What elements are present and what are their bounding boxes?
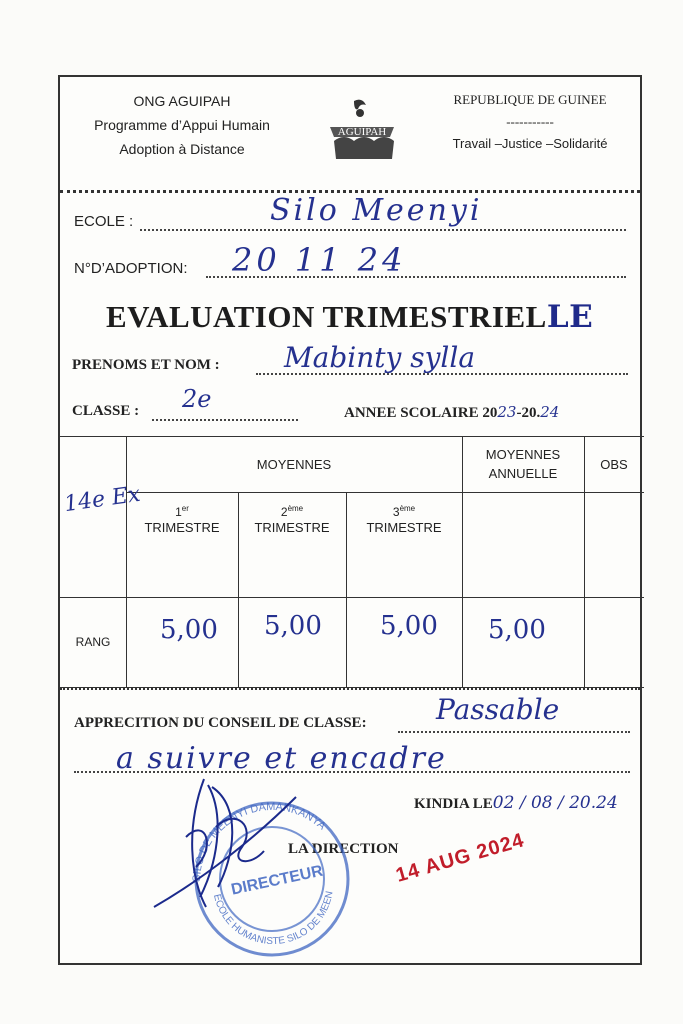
- t1-sup: er: [181, 504, 189, 513]
- prenoms-label: PRENOMS ET NOM :: [72, 357, 220, 373]
- trimestre-1-header: [126, 501, 238, 536]
- table-vline: [584, 436, 585, 688]
- organization-block: [60, 89, 304, 161]
- t2-number: 2: [280, 505, 288, 519]
- annee-scolaire: [344, 403, 559, 422]
- rang-value-annual: 5,00: [488, 615, 546, 645]
- adoption-label: N°D’ADOPTION:: [74, 260, 188, 277]
- republic-block: [420, 89, 640, 155]
- ecole-label: ECOLE :: [74, 213, 134, 230]
- appreciation-value: Passable: [436, 693, 560, 726]
- table-hline: [126, 492, 644, 493]
- title-main: EVALUATION TRIMESTRIEL: [106, 299, 547, 334]
- republic-separator: -----------: [506, 114, 554, 129]
- appreciation-dotline: [398, 731, 630, 733]
- ecole-dotline: [140, 229, 626, 231]
- moyennes-annuelle-header: [462, 445, 584, 483]
- t2-sup: ème: [287, 504, 304, 513]
- t1-label: TRIMESTRE: [144, 520, 220, 535]
- title-handwritten-suffix: LE: [546, 299, 594, 335]
- date-value: 02 / 08 / 20.24: [492, 793, 618, 813]
- rang-value-t3: 5,00: [380, 611, 438, 641]
- director-signature: [146, 767, 316, 927]
- adoption-value: 20 11 24: [232, 241, 407, 279]
- rang-value-t2: 5,00: [264, 611, 322, 641]
- moyennes-header: MOYENNES: [256, 457, 332, 472]
- org-name: ONG AGUIPAH: [133, 93, 231, 109]
- table-hline: [60, 597, 644, 598]
- appreciation-line2: a suivre et encadre: [116, 741, 447, 776]
- svg-text:ECOLE HUMANISTE SILO DE MEENYI: ECOLE HUMANISTE SILO DE MEEN: [210, 890, 336, 948]
- obs-header: OBS: [600, 457, 628, 472]
- table-divider: [60, 688, 640, 690]
- trimestre-3-header: [346, 501, 462, 536]
- classe-dotline: [152, 419, 298, 421]
- classe-label: CLASSE :: [72, 403, 140, 419]
- t3-sup: ème: [399, 504, 416, 513]
- svg-text:DIRECTEUR: DIRECTEUR: [229, 862, 325, 899]
- appreciation-label: APPRECITION DU CONSEIL DE CLASSE:: [74, 715, 367, 731]
- org-adoption: Adoption à Distance: [119, 141, 245, 157]
- t1-number: 1: [175, 505, 182, 519]
- republic-motto: Travail –Justice –Solidarité: [452, 136, 608, 151]
- moyennes-annuelle-line1: MOYENNES: [485, 447, 561, 462]
- trimestre-2-header: [238, 501, 346, 536]
- rang-label: RANG: [75, 635, 111, 649]
- received-date-stamp: 14 AUG 2024: [393, 829, 527, 887]
- t2-label: TRIMESTRE: [254, 520, 330, 535]
- annee-to: 24: [540, 403, 560, 421]
- annee-from: 23: [497, 403, 517, 421]
- org-program: Programme d’Appui Humain: [94, 117, 270, 133]
- t3-number: 3: [392, 505, 400, 519]
- document-title: [106, 299, 593, 335]
- date-line: [414, 793, 618, 813]
- side-note: 14e Ex: [62, 481, 142, 518]
- aguipah-logo: [310, 97, 414, 163]
- prenoms-value: Mabinty sylla: [284, 341, 476, 374]
- republic-name: REPUBLIQUE DE GUINEE: [453, 92, 607, 107]
- svg-text:AGUIPAH: AGUIPAH: [337, 126, 387, 138]
- table-vline: [126, 436, 127, 688]
- place-label: KINDIA LE: [414, 796, 493, 812]
- svg-text:SILO DE MEENYI DAMANKANYA: SILO DE MEENYI DAMANKANYA: [190, 800, 328, 883]
- ecole-value: Silo Meenyi: [270, 193, 483, 228]
- direction-label: LA DIRECTION: [288, 841, 399, 857]
- annee-label: ANNEE SCOLAIRE 20: [344, 405, 498, 421]
- moyennes-annuelle-line2: ANNUELLE: [488, 466, 558, 481]
- classe-value: 2e: [182, 385, 212, 413]
- rang-value-t1: 5,00: [160, 615, 218, 645]
- t3-label: TRIMESTRE: [366, 520, 442, 535]
- evaluation-card: [58, 75, 642, 965]
- annee-mid: -20.: [516, 405, 541, 421]
